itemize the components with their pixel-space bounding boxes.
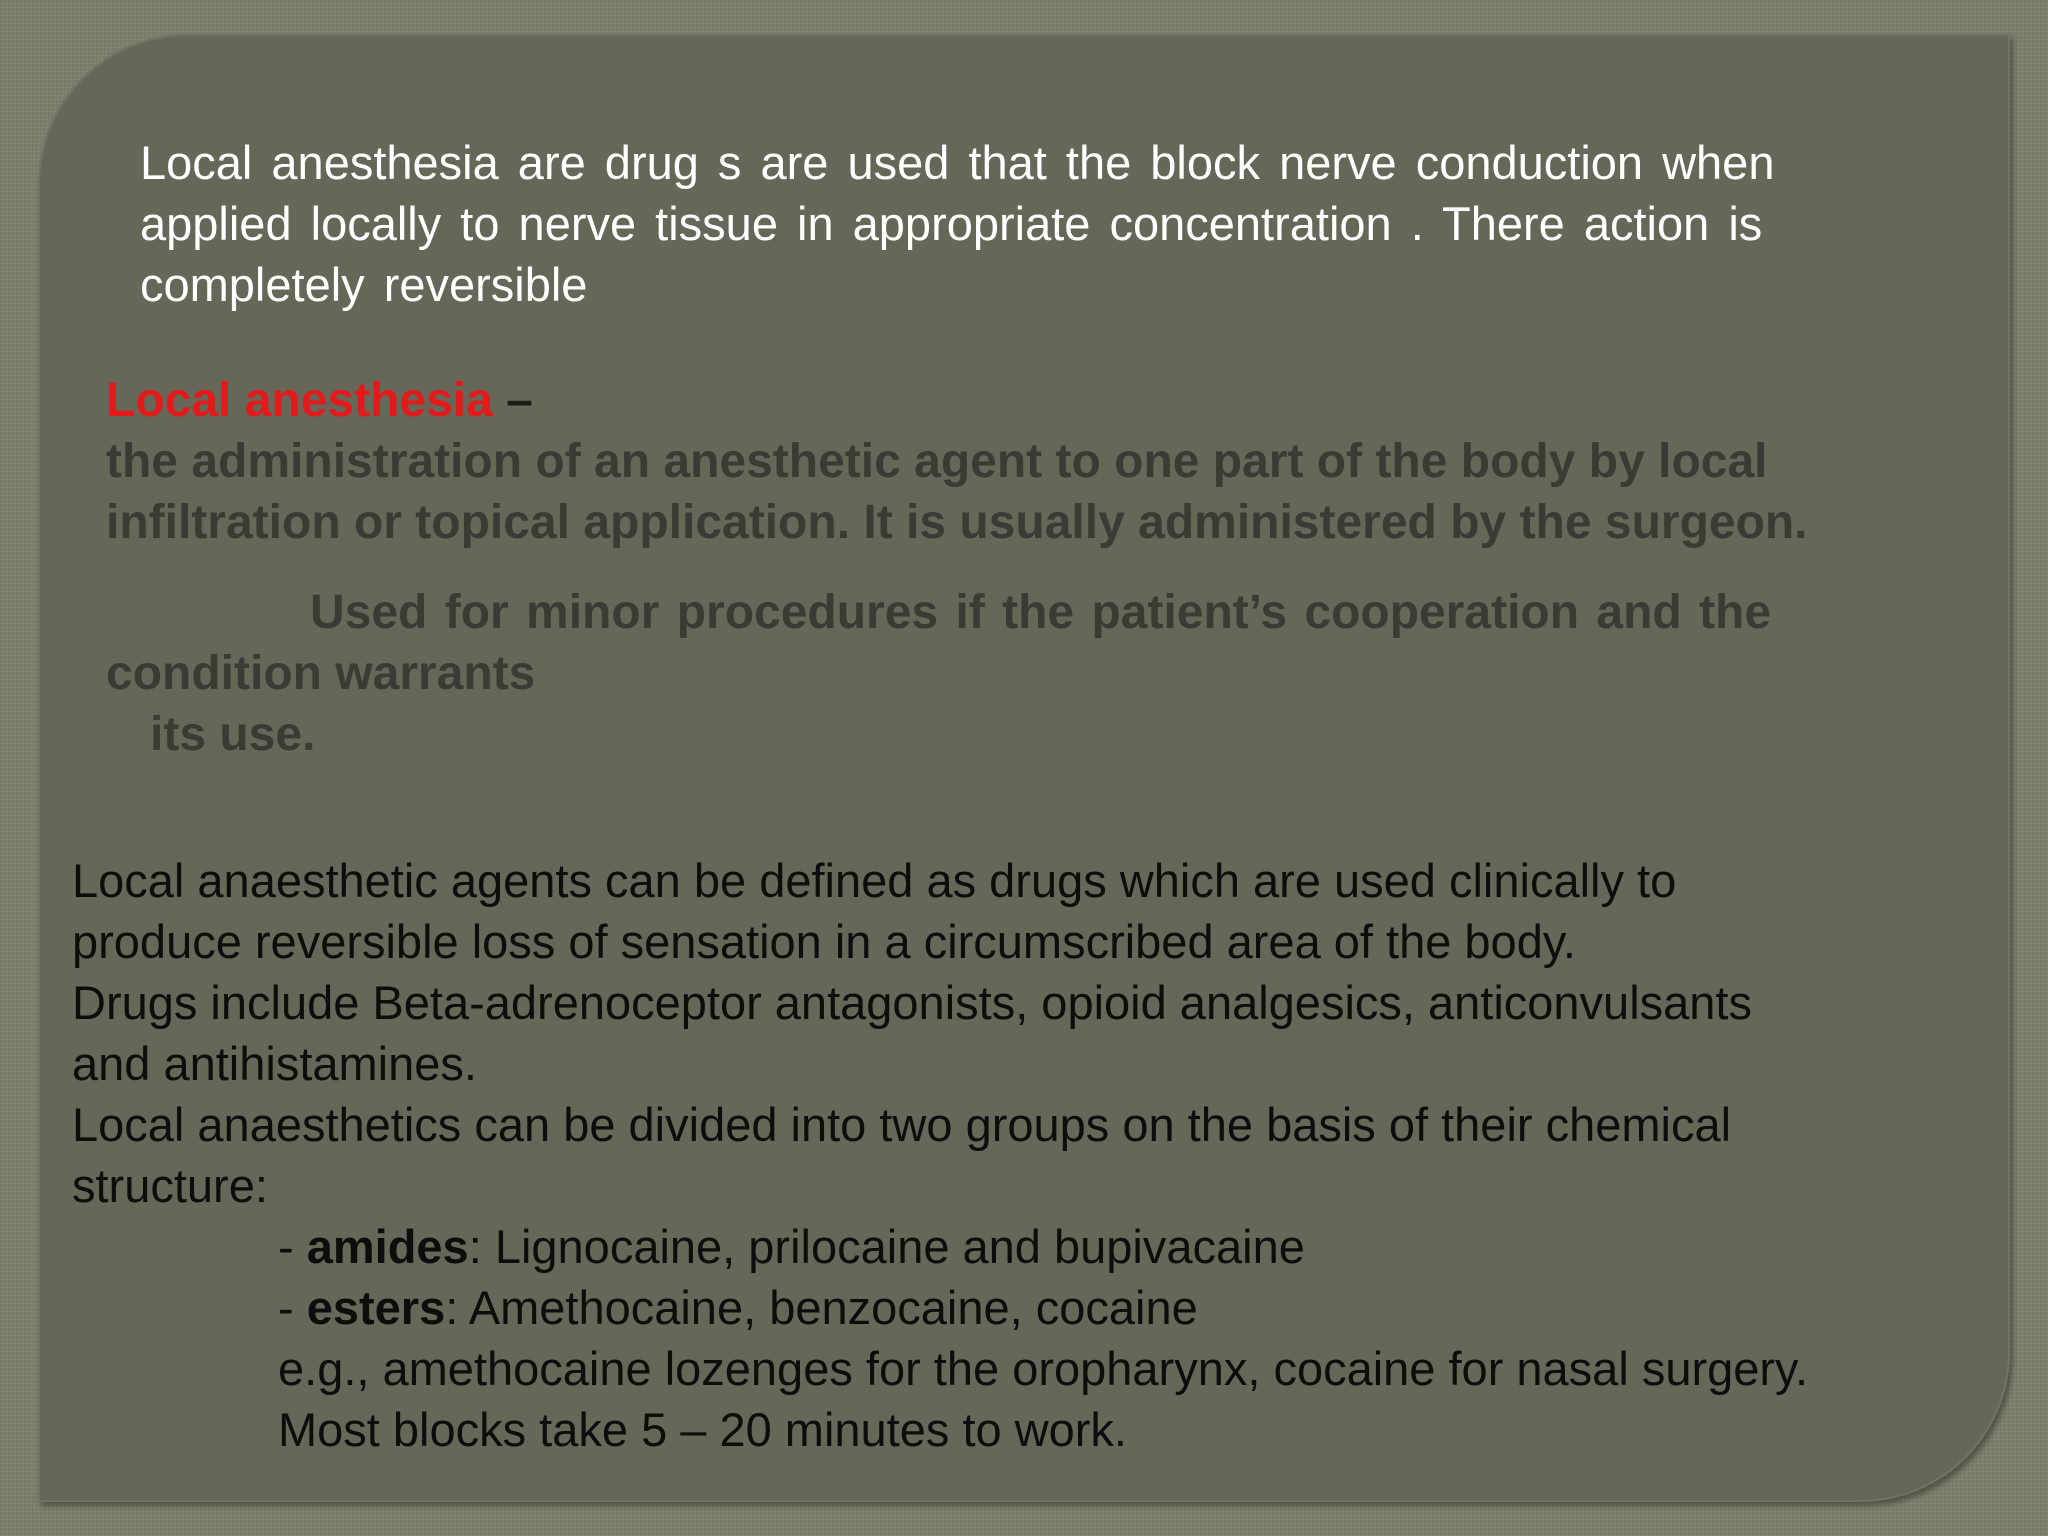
definition-term: Local anesthesia (106, 374, 493, 427)
definition-heading (106, 370, 1986, 431)
agents-line: Local anaesthetic agents can be defined as drugs which are used clinically to (72, 854, 1677, 907)
agents-paragraph (72, 850, 2012, 1460)
amides-label: amides (306, 1220, 469, 1273)
amides-item (72, 1216, 2012, 1277)
agents-line: Drugs include Beta-adrenoceptor antagonists, opioid analgesics, anticonvulsants (72, 976, 1752, 1029)
agents-line: structure: (72, 1159, 268, 1212)
agents-line: produce reversible loss of sensation in a circumscribed area of the body. (72, 915, 1576, 968)
definition-paragraph (106, 370, 1986, 553)
amides-text: : Lignocaine, prilocaine and bupivacaine (468, 1220, 1305, 1273)
usage-line: condition warrants (106, 647, 536, 700)
intro-paragraph (140, 132, 1940, 315)
usage-line: Used for minor procedures if the patient’s cooperation and the (310, 586, 1772, 639)
esters-item (72, 1277, 2012, 1338)
agents-line: and antihistamines. (72, 1037, 477, 1090)
intro-line: applied locally to nerve tissue in appropriate concentration . There action is (140, 197, 1763, 250)
esters-label: esters (306, 1281, 446, 1334)
usage-line: its use. (150, 708, 316, 761)
esters-text: : Amethocaine, benzocaine, cocaine (445, 1281, 1198, 1334)
esters-prefix: - (278, 1281, 307, 1334)
definition-line: infiltration or topical application. It is usually administered by the surgeon. (106, 496, 1808, 549)
definition-dash: – (492, 374, 533, 427)
usage-paragraph (106, 582, 1966, 765)
intro-line: completely reversible (140, 258, 588, 311)
timing-line: Most blocks take 5 – 20 minutes to work. (278, 1403, 1127, 1456)
agents-line: Local anaesthetics can be divided into two groups on the basis of their chemical (72, 1098, 1732, 1151)
definition-line: the administration of an anesthetic agent to one part of the body by local (106, 435, 1768, 488)
amides-prefix: - (278, 1220, 307, 1273)
intro-line: Local anesthesia are drug s are used that the block nerve conduction when (140, 136, 1775, 189)
example-line: e.g., amethocaine lozenges for the oropharynx, cocaine for nasal surgery. (278, 1342, 1809, 1395)
